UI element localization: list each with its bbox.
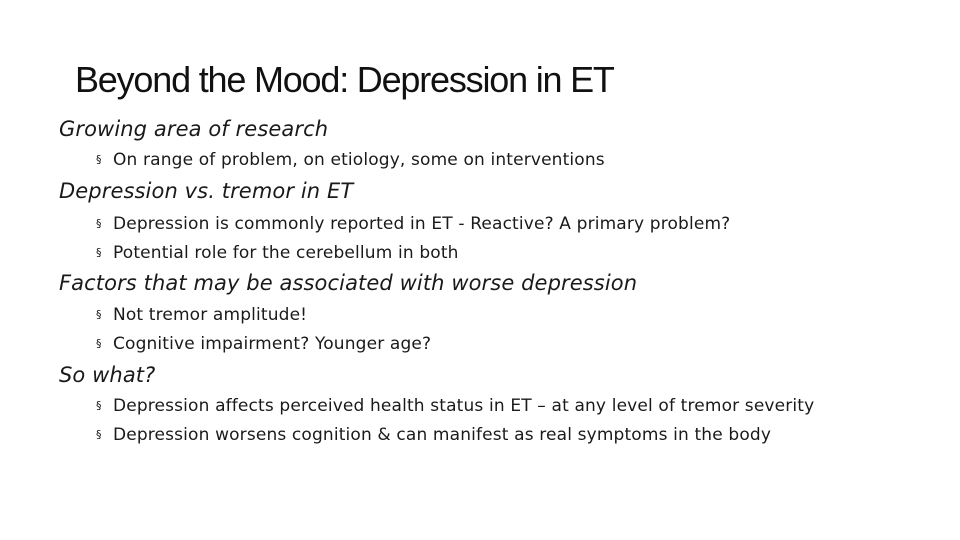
bullet-text: Depression worsens cognition & can manifest as real symptoms in the body: [113, 425, 772, 445]
bullet-item: [96, 395, 814, 417]
bullet-text: On range of problem, on etiology, some on interventions: [113, 150, 605, 170]
bullet-text: Cognitive impairment? Younger age?: [113, 334, 432, 354]
slide-title: Beyond the Mood: Depression in ET: [75, 59, 614, 100]
bullet-text: Depression is commonly reported in ET - Reactive? A primary problem?: [113, 214, 731, 234]
bullet-text: Depression affects perceived health status in ET – at any level of tremor severity: [113, 396, 815, 416]
bullet-marker-icon: §: [96, 428, 102, 441]
bullet-marker-icon: §: [96, 399, 102, 412]
bullet-marker-icon: §: [96, 217, 102, 230]
bullet-text: Not tremor amplitude!: [113, 305, 308, 325]
bullet-marker-icon: §: [96, 337, 102, 350]
bullet-item: [96, 213, 730, 235]
bullet-marker-icon: §: [96, 308, 102, 321]
section-heading-factors: Factors that may be associated with worse depression: [59, 271, 638, 295]
section-heading-so-what: So what?: [59, 363, 156, 387]
bullet-text: Potential role for the cerebellum in both: [113, 243, 459, 263]
bullet-marker-icon: §: [96, 246, 102, 259]
section-heading-depression-vs-tremor: Depression vs. tremor in ET: [59, 179, 354, 203]
bullet-item: [96, 424, 771, 446]
bullet-item: [96, 149, 605, 171]
section-heading-research: Growing area of research: [59, 117, 329, 141]
bullet-marker-icon: §: [96, 153, 102, 166]
bullet-item: [96, 304, 307, 326]
bullet-item: [96, 333, 431, 355]
bullet-item: [96, 242, 459, 264]
